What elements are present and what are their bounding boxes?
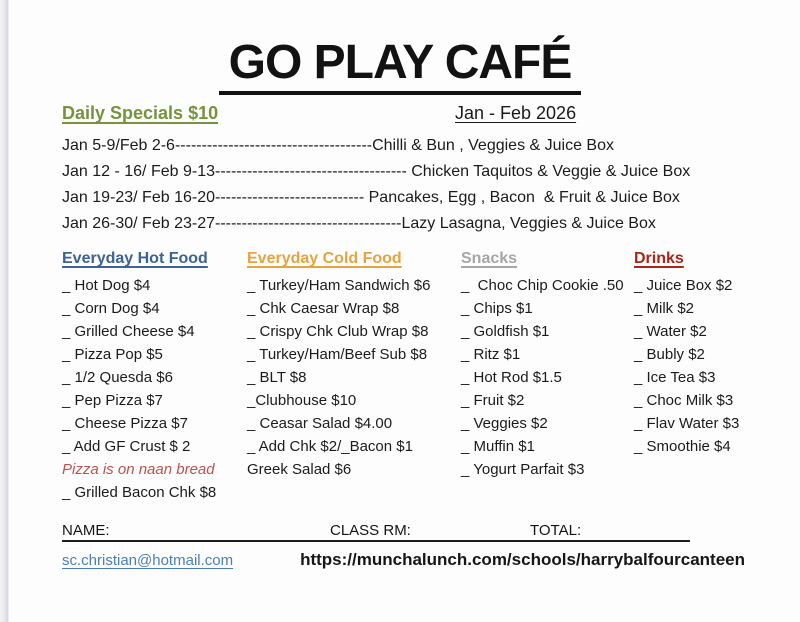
drinks-heading: Drinks	[634, 250, 684, 268]
menu-item: _ Chk Caesar Wrap $8	[247, 300, 400, 318]
menu-item: _ Hot Rod $1.5	[461, 369, 562, 387]
menu-item: _ Ceasar Salad $4.00	[247, 415, 393, 433]
menu-item: _ Juice Box $2	[634, 277, 733, 295]
menu-item: Greek Salad $6	[247, 461, 352, 479]
menu-item: _ Fruit $2	[461, 392, 525, 410]
menu-item: _ Smoothie $4	[634, 438, 731, 456]
cold-food-heading: Everyday Cold Food	[247, 250, 402, 268]
menu-item: _ Yogurt Parfait $3	[461, 461, 585, 479]
menu-item: _ 1/2 Quesda $6	[62, 369, 173, 387]
email-link[interactable]: sc.christian@hotmail.com	[62, 552, 234, 570]
footer-links	[62, 550, 745, 570]
menu-item: _ BLT $8	[247, 369, 307, 387]
order-form-line	[62, 520, 690, 542]
order-url: https://munchalunch.com/schools/harrybalfourcanteen	[300, 550, 745, 570]
menu-item: _ Goldfish $1	[461, 323, 550, 341]
menu-item: _ Flav Water $3	[634, 415, 740, 433]
daily-specials-heading: Daily Specials $10	[62, 103, 219, 124]
menu-item: Pizza is on naan bread	[62, 461, 215, 479]
drinks-items	[634, 274, 800, 458]
menu-item: _ Crispy Chk Club Wrap $8	[247, 323, 429, 341]
daily-special-line: Jan 5-9/Feb 2-6-------------------------------------Chilli & Bun , Veggies & Juice Box	[62, 137, 614, 155]
hot-food-items	[62, 274, 247, 504]
title-row	[0, 0, 800, 95]
menu-item: _ Water $2	[634, 323, 707, 341]
date-range-heading: Jan - Feb 2026	[455, 103, 577, 124]
snacks-heading: Snacks	[461, 250, 518, 268]
menu-columns	[62, 249, 800, 504]
column-drinks	[634, 249, 800, 504]
column-snacks	[461, 249, 634, 504]
menu-item: _Clubhouse $10	[247, 392, 357, 410]
menu-item: _ Choc Milk $3	[634, 392, 734, 410]
snacks-items	[461, 274, 634, 481]
menu-item: _ Chips $1	[461, 300, 533, 318]
menu-item: _ Milk $2	[634, 300, 695, 318]
menu-item: _ Corn Dog $4	[62, 300, 160, 318]
daily-special-line: Jan 26-30/ Feb 23-27-----------------------------------Lazy Lasagna, Veggies & Juice Box	[62, 215, 656, 233]
menu-item: _ Ritz $1	[461, 346, 521, 364]
menu-item: _ Hot Dog $4	[62, 277, 151, 295]
menu-item: _ Pizza Pop $5	[62, 346, 163, 364]
subheader	[0, 103, 800, 127]
page-edge-shadow	[0, 0, 9, 622]
menu-item: _ Grilled Bacon Chk $8	[62, 484, 217, 502]
page-title: GO PLAY CAFÉ	[219, 38, 582, 95]
daily-special-line: Jan 12 - 16/ Feb 9-13------------------------------------ Chicken Taquitos & Veggie & Juice Box	[62, 163, 691, 181]
column-hot-food	[62, 249, 247, 504]
menu-item: _ Muffin $1	[461, 438, 535, 456]
daily-specials-list	[62, 133, 800, 237]
menu-item: _ Grilled Cheese $4	[62, 323, 195, 341]
menu-item: _ Turkey/Ham/Beef Sub $8	[247, 346, 428, 364]
menu-item: _ Bubly $2	[634, 346, 705, 364]
name-label: NAME:	[62, 522, 110, 540]
daily-special-line: Jan 19-23/ Feb 16-20---------------------------- Pancakes, Egg , Bacon & Fruit & Juice Box	[62, 189, 680, 207]
menu-item: _ Add Chk $2/_Bacon $1	[247, 438, 413, 456]
menu-item: _ Ice Tea $3	[634, 369, 716, 387]
menu-item: _ Add GF Crust $ 2	[62, 438, 191, 456]
column-cold-food	[247, 249, 461, 504]
total-label: TOTAL:	[530, 522, 582, 540]
class-rm-label: CLASS RM:	[330, 522, 411, 540]
menu-item: _ Turkey/Ham Sandwich $6	[247, 277, 431, 295]
cold-food-items	[247, 274, 461, 481]
menu-item: _ Cheese Pizza $7	[62, 415, 188, 433]
menu-item: _ Choc Chip Cookie .50	[461, 277, 624, 295]
hot-food-heading: Everyday Hot Food	[62, 250, 208, 268]
menu-item: _ Pep Pizza $7	[62, 392, 163, 410]
menu-item: _ Veggies $2	[461, 415, 548, 433]
